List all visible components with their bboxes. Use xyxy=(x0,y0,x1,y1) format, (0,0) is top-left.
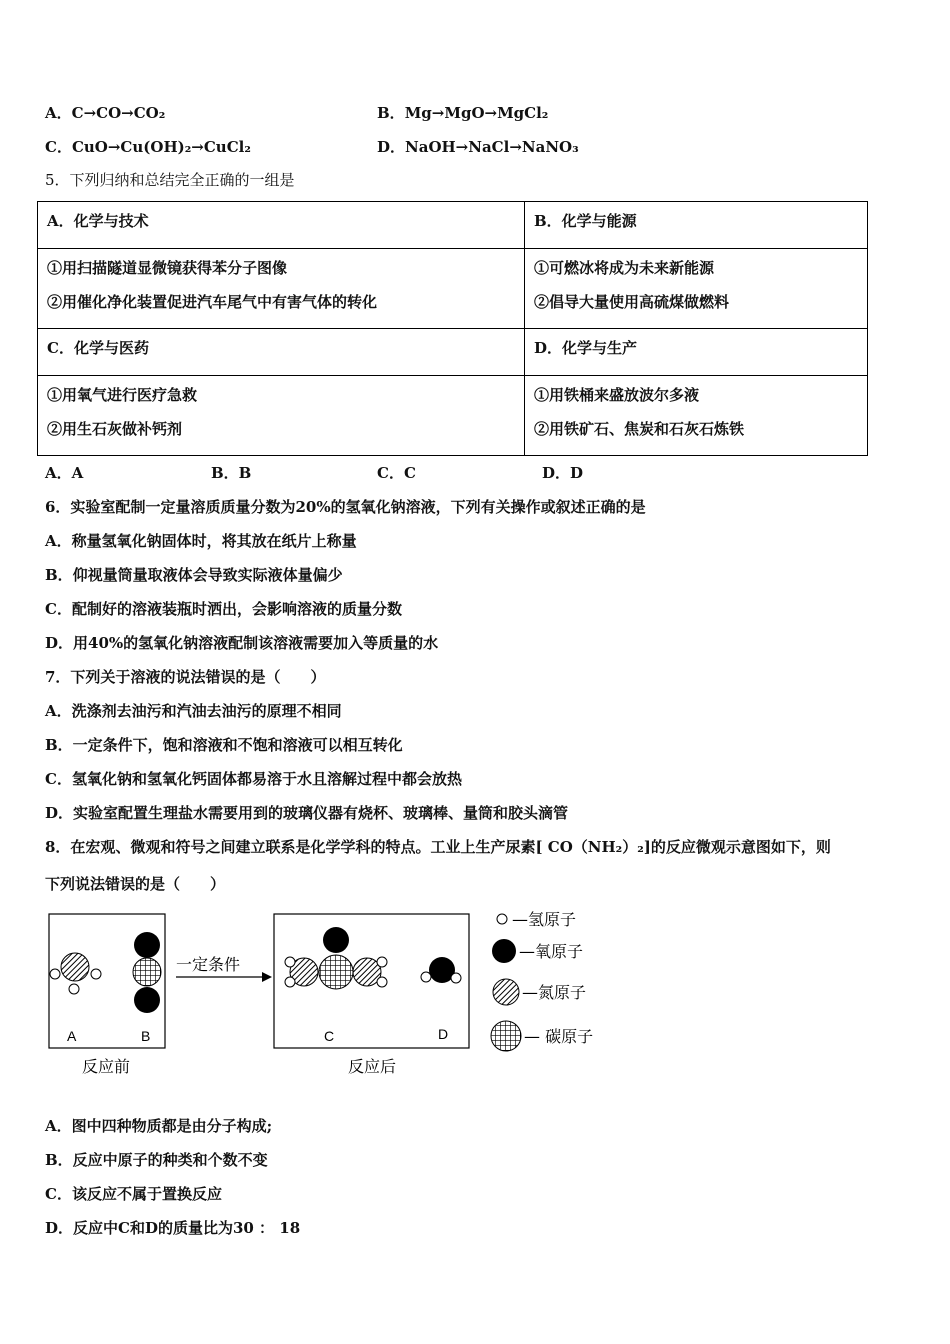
q4-option-d-label: D． xyxy=(377,138,406,156)
q5-cell-a-body xyxy=(38,249,525,329)
molecule-c-urea xyxy=(285,927,387,989)
q4-option-a-label: A． xyxy=(45,104,72,122)
q8-option-d[interactable]: D．反应中C和D的质量比为30 ： 18 xyxy=(45,1219,301,1237)
legend xyxy=(491,910,593,1051)
q8-option-a[interactable]: A．图中四种物质都是由分子构成; xyxy=(45,1117,273,1135)
q4-option-d-formula: NaOH→NaCl→NaNO₃ xyxy=(405,138,579,156)
q4-option-b-label: B． xyxy=(377,104,405,122)
q5-b-item-2: ②倡导大量使用高硫煤做燃料 xyxy=(534,293,730,311)
q5-cell-b-body xyxy=(525,249,868,329)
q5-a-item-2: ②用催化净化装置促进汽车尾气中有害气体的转化 xyxy=(47,293,378,311)
legend-oxygen-icon xyxy=(492,939,516,963)
q5-option-b[interactable]: B．B xyxy=(211,464,252,482)
q8-stem-line1: 8．在宏观、微观和符号之间建立联系是化学学科的特点。工业上生产尿素[ CO（NH₂）₂]的反应微观示意图如下，则 xyxy=(45,838,831,856)
legend-oxygen: —氧原子 xyxy=(519,942,584,961)
q6-stem: 6．实验室配制一定量溶质质量分数为20%的氢氧化钠溶液，下列有关操作或叙述正确的是 xyxy=(45,498,646,516)
q5-c-item-1: ①用氧气进行医疗急救 xyxy=(47,386,198,404)
q7-option-d[interactable]: D．实验室配置生理盐水需要用到的玻璃仪器有烧杯、玻璃棒、量筒和胶头滴管 xyxy=(45,804,569,822)
q7-stem: 7．下列关于溶液的说法错误的是（ ） xyxy=(45,668,326,686)
arrow-head xyxy=(262,972,272,982)
q4-option-c[interactable] xyxy=(45,137,251,157)
legend-hydrogen: —氢原子 xyxy=(512,910,577,929)
q5-option-d[interactable]: D．D xyxy=(542,464,584,482)
q5-cell-d-head: D．化学与生产 xyxy=(525,329,868,376)
q7-option-b[interactable]: B．一定条件下，饱和溶液和不饱和溶液可以相互转化 xyxy=(45,736,403,754)
reaction-diagram xyxy=(40,900,620,1085)
molecule-b-co2 xyxy=(133,932,161,1013)
legend-hydrogen-icon xyxy=(497,914,507,924)
q5-d-item-2: ②用铁矿石、焦炭和石灰石炼铁 xyxy=(534,420,745,438)
q5-c-item-2: ②用生石灰做补钙剂 xyxy=(47,420,183,438)
label-c: C xyxy=(324,1028,335,1044)
q4-option-c-label: C． xyxy=(45,138,72,156)
q7-option-c[interactable]: C．氢氧化钠和氢氧化钙固体都易溶于水且溶解过程中都会放热 xyxy=(45,770,462,788)
q6-option-d[interactable]: D．用40%的氢氧化钠溶液配制该溶液需要加入等质量的水 xyxy=(45,634,439,652)
q5-b-item-1: ①可燃冰将成为未来新能源 xyxy=(534,259,715,277)
q5-cell-d-body xyxy=(525,376,868,456)
arrow-condition: 一定条件 xyxy=(176,955,241,974)
q4-option-b[interactable] xyxy=(377,103,548,123)
q5-stem: 5．下列归纳和总结完全正确的一组是 xyxy=(45,171,295,189)
q4-option-a[interactable] xyxy=(45,103,165,123)
q5-cell-a-head: A．化学与技术 xyxy=(38,202,525,249)
q6-option-a[interactable]: A．称量氢氧化钠固体时，将其放在纸片上称量 xyxy=(45,532,357,550)
q8-option-c[interactable]: C．该反应不属于置换反应 xyxy=(45,1185,222,1203)
q5-summary-table xyxy=(37,201,868,456)
q5-option-a[interactable]: A．A xyxy=(45,464,84,482)
label-d: D xyxy=(438,1026,449,1042)
q4-option-b-formula: Mg→MgO→MgCl₂ xyxy=(404,104,549,122)
q8-option-b[interactable]: B．反应中原子的种类和个数不变 xyxy=(45,1151,268,1169)
q4-option-c-formula: CuO→Cu(OH)₂→CuCl₂ xyxy=(71,138,251,156)
label-before: 反应前 xyxy=(82,1057,131,1076)
molecule-a-nh3 xyxy=(50,953,101,994)
q5-d-item-1: ①用铁桶来盛放波尔多液 xyxy=(534,386,700,404)
q6-option-c[interactable]: C．配制好的溶液装瓶时洒出，会影响溶液的质量分数 xyxy=(45,600,402,618)
q8-stem-line2: 下列说法错误的是（ ） xyxy=(45,875,226,893)
label-b: B xyxy=(141,1028,151,1044)
q5-option-c[interactable]: C．C xyxy=(377,464,416,482)
q4-option-a-formula: C→CO→CO₂ xyxy=(71,104,166,122)
label-after: 反应后 xyxy=(348,1057,397,1076)
label-a: A xyxy=(67,1028,77,1044)
q5-cell-c-body xyxy=(38,376,525,456)
legend-carbon-icon xyxy=(491,1021,521,1051)
molecule-d-water xyxy=(421,957,461,983)
q7-option-a[interactable]: A．洗涤剂去油污和汽油去油污的原理不相同 xyxy=(45,702,342,720)
q5-cell-c-head: C．化学与医药 xyxy=(38,329,525,376)
legend-carbon: — 碳原子 xyxy=(524,1027,594,1046)
q5-a-item-1: ①用扫描隧道显微镜获得苯分子图像 xyxy=(47,259,288,277)
legend-nitrogen: —氮原子 xyxy=(522,983,587,1002)
q4-option-d[interactable] xyxy=(377,137,579,157)
q6-option-b[interactable]: B．仰视量筒量取液体会导致实际液体量偏少 xyxy=(45,566,343,584)
q5-cell-b-head: B．化学与能源 xyxy=(525,202,868,249)
legend-nitrogen-icon xyxy=(493,979,519,1005)
